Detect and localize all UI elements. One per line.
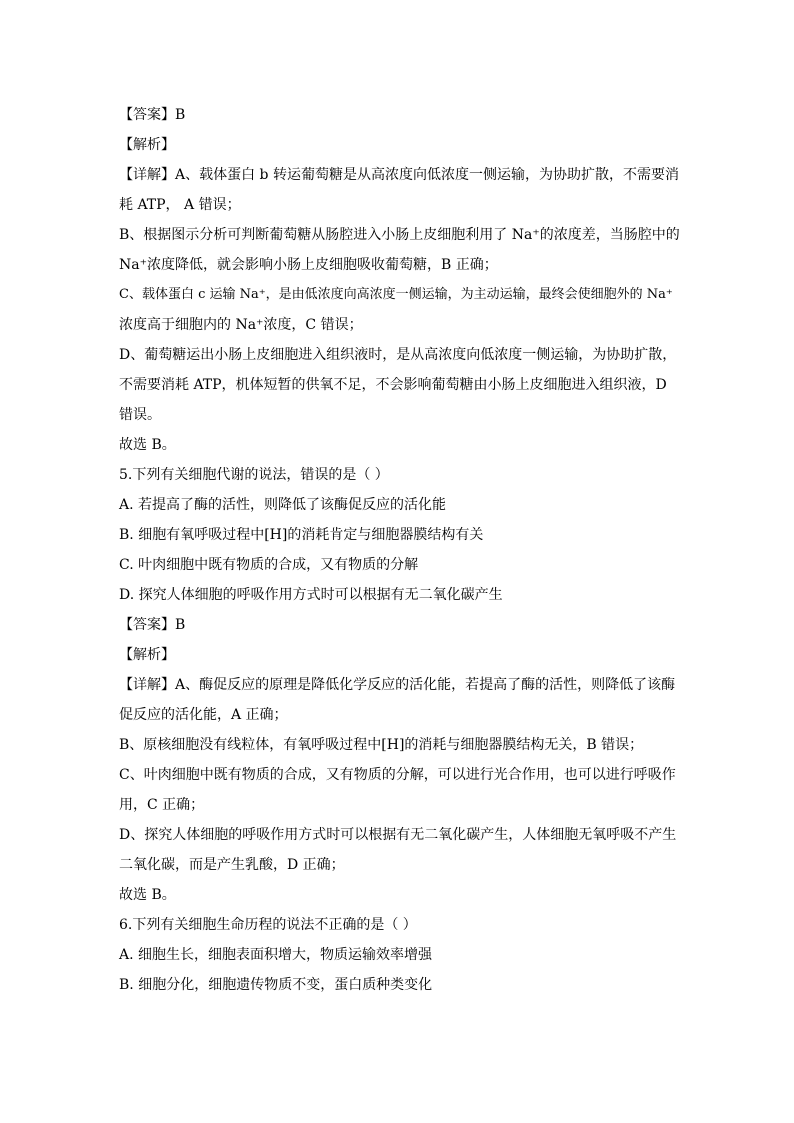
q5-detail-line: B、原核细胞没有线粒体，有氧呼吸过程中[H]的消耗与细胞器膜结构无关，B 错误； — [119, 737, 644, 753]
q5-detail-line: 用，C 正确； — [119, 797, 205, 813]
q6-option-a: A. 细胞生长，细胞表面积增大，物质运输效率增强 — [119, 947, 433, 963]
q5-detail-line: 【详解】A、酶促反应的原理是降低化学反应的活化能，若提高了酶的活性，则降低了该酶 — [119, 677, 676, 693]
q4-detail-line: 不需要消耗 ATP，机体短暂的供氧不足，不会影响葡萄糖由小肠上皮细胞进入组织液，D — [119, 377, 667, 393]
q4-answer: 【答案】B — [119, 107, 186, 123]
q5-option-a: A. 若提高了酶的活性，则降低了该酶促反应的活化能 — [119, 497, 447, 513]
q5-detail-line: D、探究人体细胞的呼吸作用方式时可以根据有无二氧化碳产生，人体细胞无氧呼吸不产生 — [119, 827, 677, 843]
q4-analysis-label: 【解析】 — [119, 137, 175, 153]
q4-detail-line: 浓度高于细胞内的 Na⁺浓度，C 错误； — [119, 317, 363, 333]
q5-answer: 【答案】B — [119, 617, 186, 633]
q5-option-b: B. 细胞有氧呼吸过程中[H]的消耗肯定与细胞器膜结构有关 — [119, 527, 484, 543]
q4-detail-line: Na⁺浓度降低，就会影响小肠上皮细胞吸收葡萄糖，B 正确； — [119, 257, 498, 273]
q5-conclusion: 故选 B。 — [119, 887, 176, 903]
q5-detail-line: 二氧化碳，而是产生乳酸，D 正确； — [119, 857, 345, 873]
q4-detail-line: 错误。 — [119, 407, 161, 423]
q4-detail-line: 【详解】A、载体蛋白 b 转运葡萄糖是从高浓度向低浓度一侧运输，为协助扩散，不需要消 — [119, 167, 679, 183]
q6-option-b: B. 细胞分化，细胞遗传物质不变，蛋白质种类变化 — [119, 977, 433, 993]
q4-detail-line: B、根据图示分析可判断葡萄糖从肠腔进入小肠上皮细胞利用了 Na⁺的浓度差，当肠腔中的 — [119, 227, 680, 243]
q4-detail-line: D、葡萄糖运出小肠上皮细胞进入组织液时，是从高浓度向低浓度一侧运输，为协助扩散， — [119, 347, 677, 363]
document-page — [119, 100, 681, 1000]
q4-detail-line: 耗 ATP， A 错误； — [119, 197, 241, 213]
q5-option-c: C. 叶肉细胞中既有物质的合成，又有物质的分解 — [119, 557, 419, 573]
q4-conclusion: 故选 B。 — [119, 437, 176, 453]
q5-detail-line: 促反应的活化能，A 正确； — [119, 707, 288, 723]
q5-analysis-label: 【解析】 — [119, 647, 175, 663]
q5-option-d: D. 探究人体细胞的呼吸作用方式时可以根据有无二氧化碳产生 — [119, 587, 503, 603]
q6-stem: 6.下列有关细胞生命历程的说法不正确的是（ ） — [119, 917, 417, 933]
q5-detail-line: C、叶肉细胞中既有物质的合成，又有物质的分解，可以进行光合作用，也可以进行呼吸作 — [119, 767, 676, 783]
q5-stem: 5.下列有关细胞代谢的说法，错误的是（ ） — [119, 467, 389, 483]
q4-detail-line: C、载体蛋白 c 运输 Na⁺，是由低浓度向高浓度一侧运输，为主动运输，最终会使细胞外的 Na⁺ — [119, 287, 673, 302]
